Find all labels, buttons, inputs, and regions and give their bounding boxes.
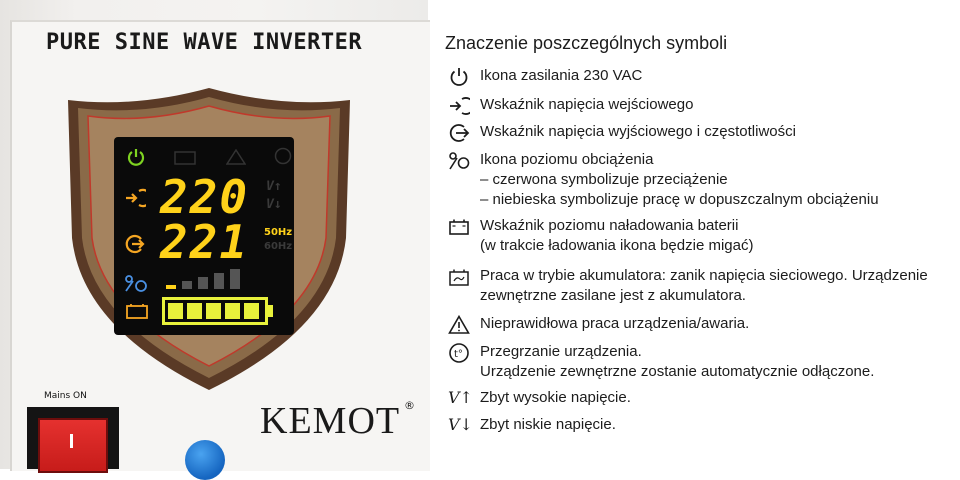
lcd-battery-tip xyxy=(268,305,273,317)
device-title: PURE SINE WAVE INVERTER xyxy=(46,30,363,55)
function-button[interactable] xyxy=(185,440,225,480)
legend-text: Ikona zasilania 230 VAC xyxy=(480,67,643,84)
input-voltage-icon xyxy=(448,95,470,117)
legend-title: Znaczenie poszczególnych symboli xyxy=(445,33,728,53)
mains-on-label: Mains ON xyxy=(44,391,87,401)
legend-item-overheat xyxy=(448,342,874,382)
legend-text: – niebieska symbolizuje pracę w dopuszczalnym obciążeniu xyxy=(480,191,879,208)
overheat-icon xyxy=(448,342,470,364)
battery-icon xyxy=(448,216,470,238)
lcd-battery-icon xyxy=(126,303,148,319)
lcd-output-icon xyxy=(124,233,146,255)
legend-text: Urządzenie zewnętrzne zostanie automatycznie odłączone. xyxy=(480,363,875,380)
lcd-input-icon xyxy=(124,187,146,209)
legend-item-battery xyxy=(448,216,753,256)
lcd-frequency-alt: 60Hz xyxy=(264,241,293,252)
legend-item-voltage-low xyxy=(448,415,616,437)
lcd-input-voltage: 220 xyxy=(160,170,250,224)
voltage-high-icon: V↑ xyxy=(448,388,473,407)
battery-mode-icon xyxy=(448,266,470,288)
lcd-battery-mode-icon xyxy=(174,149,196,165)
lcd-frequency: 50Hz xyxy=(264,227,293,238)
legend-text: zewnętrzne zasilane jest z akumulatora. xyxy=(480,287,746,304)
legend-text: (w trakcie ładowania ikona będzie migać) xyxy=(480,237,754,254)
legend-text: Wskaźnik napięcia wyjściowego i częstotliwości xyxy=(480,123,796,140)
legend-text: Praca w trybie akumulatora: zanik napięcia sieciowego. Urządzenie xyxy=(480,267,928,284)
legend-item-voltage-high xyxy=(448,388,631,410)
power-icon xyxy=(448,66,470,88)
legend-text: Wskaźnik napięcia wejściowego xyxy=(480,96,694,113)
output-voltage-icon xyxy=(448,122,470,144)
lcd-load-icon xyxy=(124,275,148,293)
legend-text: Nieprawidłowa praca urządzenia/awaria. xyxy=(480,315,750,332)
lcd-warning-icon xyxy=(226,149,246,165)
mains-switch[interactable] xyxy=(38,418,108,473)
lcd-display xyxy=(114,137,294,335)
brand-logo: KEMOT xyxy=(260,400,401,442)
legend-text: Ikona poziomu obciążenia xyxy=(480,151,654,168)
svg-text:t°: t° xyxy=(454,349,463,360)
legend-text: Zbyt wysokie napięcie. xyxy=(480,389,631,406)
legend-item-input-voltage xyxy=(448,95,693,117)
legend-item-load-level xyxy=(448,150,879,210)
legend-item-power xyxy=(448,66,642,88)
legend-item-battery-mode xyxy=(448,266,928,306)
legend-text: Przegrzanie urządzenia. xyxy=(480,343,642,360)
voltage-low-icon: V↓ xyxy=(448,415,473,434)
legend-item-output-voltage xyxy=(448,122,796,144)
legend-text: Wskaźnik poziomu naładowania baterii xyxy=(480,217,739,234)
warning-icon xyxy=(448,314,470,336)
registered-mark: ® xyxy=(404,399,415,412)
lcd-v-high: V↑ xyxy=(266,179,282,194)
lcd-power-icon xyxy=(126,147,146,167)
legend-text: Zbyt niskie napięcie. xyxy=(480,416,616,433)
lcd-v-low: V↓ xyxy=(266,197,282,212)
lcd-battery-level xyxy=(162,297,268,325)
inverter-photo xyxy=(0,0,428,469)
switch-on-mark xyxy=(70,434,73,448)
lcd-load-bars xyxy=(166,267,256,289)
legend-text: – czerwona symbolizuje przeciążenie xyxy=(480,171,728,188)
legend-item-warning xyxy=(448,314,749,336)
lcd-overheat-icon xyxy=(274,147,292,165)
load-level-icon xyxy=(448,150,470,172)
lcd-output-voltage: 221 xyxy=(160,215,250,269)
